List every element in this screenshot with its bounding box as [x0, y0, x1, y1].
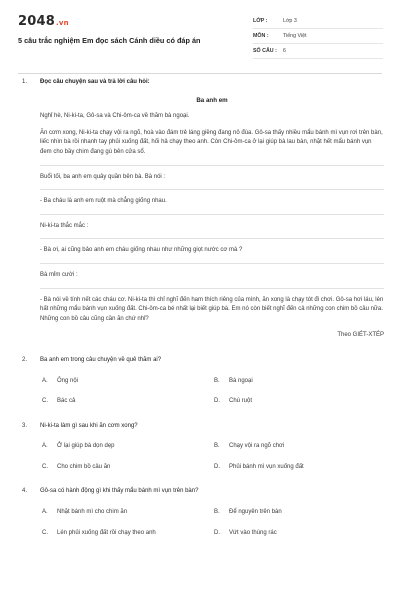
story-paragraph: - Bà ơi, ai cũng bảo anh em cháu giống nhau như những giọt nước cơ mà ? — [40, 247, 243, 254]
option-text: Vứt vào thùng rác — [229, 529, 277, 536]
story-paragraph: Bà mỉm cười : — [40, 271, 78, 278]
option-letter: B. — [214, 509, 220, 516]
story-paragraph: - Bà nói về tính nết các cháu cơ. Ni-ki-ta thì chỉ nghĩ đến ham thích riêng của mình, ăn xong là chạy tót đi chơi. Gô-sa hơi láu, lén hất những mẩu bánh vụn xuống đất. Chi-ôm-ca bé nhất lại biết giúp bà. Em nó còn biết nghĩ đến cả những con chim bồ câu nữa. Những con bồ câu cũng cần ăn chứ nhỉ? — [40, 296, 384, 322]
option-letter: C. — [42, 398, 48, 405]
option-text: Lén phủi xuống đất rồi chạy theo anh — [57, 529, 156, 536]
meta-key: SỐ CÂU : — [253, 48, 277, 54]
question-1 — [18, 78, 384, 341]
meta-table — [253, 14, 383, 59]
document-header — [0, 0, 400, 72]
answer-option-a[interactable] — [42, 508, 214, 518]
paragraph-divider — [40, 214, 384, 215]
question-number: 3. — [22, 422, 28, 429]
paragraph-divider — [40, 238, 384, 239]
meta-row-subject — [253, 29, 383, 44]
answer-options — [40, 377, 384, 407]
document-title: 5 câu trắc nghiệm Em đọc sách Cánh diều có đáp án — [18, 36, 201, 45]
option-letter: A. — [42, 377, 48, 384]
question-text: Ni-ki-ta làm gì sau khi ăn cơm xong? — [40, 422, 138, 429]
question-2 — [18, 356, 384, 407]
story-paragraph: Buổi tối, ba anh em quây quần bên bà. Bà nói : — [40, 173, 166, 180]
option-letter: D. — [214, 529, 220, 536]
option-text: Bà ngoại — [229, 377, 253, 384]
answer-option-c[interactable] — [42, 397, 214, 407]
question-number: 2. — [22, 356, 28, 363]
option-text: Để nguyên trên bàn — [229, 509, 282, 516]
question-text: Gô-sa có hành động gì khi thấy mẩu bánh mì vụn trên bàn? — [40, 488, 199, 495]
answer-options — [40, 508, 384, 538]
option-text: Cho chim bồ câu ăn — [57, 463, 111, 470]
header-divider — [18, 73, 382, 74]
story-paragraph: Ăn cơm xong, Ni-ki-ta chạy vội ra ngõ, hoà vào đám trẻ láng giềng đang nô đùa. Gô-sa thấy nhiều mẩu bánh mì vụn rơi trên bàn, liếc nhìn bà rồi nhanh tay phủi xuống đất, hối hả chạy theo anh. Còn Chi-ôm-ca ở lại giúp bà lau bàn, nhặt hết mẩu bánh vụn đem cho bầy chim đang gù bên cửa sổ. — [40, 129, 383, 155]
answer-option-c[interactable] — [42, 463, 214, 473]
option-letter: C. — [42, 529, 48, 536]
story-paragraph: - Ba cháu là anh em ruột mà chẳng giống nhau. — [40, 198, 167, 205]
option-letter: A. — [42, 509, 48, 516]
option-text: Phủi bánh mì vụn xuống đất — [229, 463, 304, 470]
paragraph-divider — [40, 288, 384, 289]
paragraph-divider — [40, 165, 384, 166]
answer-options — [40, 442, 384, 472]
question-3 — [18, 422, 384, 473]
paragraph-divider — [40, 263, 384, 264]
answer-option-d[interactable] — [214, 529, 386, 539]
option-letter: D. — [214, 463, 220, 470]
option-text: Ông nội — [57, 377, 79, 384]
question-heading: Đọc câu chuyện sau và trả lời câu hỏi: — [40, 79, 150, 85]
story-title: Ba anh em — [196, 96, 228, 104]
answer-option-d[interactable] — [214, 463, 386, 473]
answer-option-a[interactable] — [42, 442, 214, 452]
answer-option-d[interactable] — [214, 397, 386, 407]
answer-option-a[interactable] — [42, 377, 214, 387]
story-author: Theo GIÉT-XTÉP — [337, 332, 384, 339]
meta-key: LỚP : — [253, 18, 268, 24]
option-letter: D. — [214, 398, 220, 405]
option-text: Nhặt bánh mì cho chim ăn — [57, 509, 128, 516]
meta-value: Lớp 3 — [283, 18, 297, 24]
story-paragraph: Ni-ki-ta thắc mắc : — [40, 222, 89, 229]
option-letter: B. — [214, 443, 220, 450]
meta-value: Tiếng Việt — [283, 33, 307, 39]
option-letter: C. — [42, 463, 48, 470]
option-text: Bác cả — [57, 398, 76, 405]
answer-option-b[interactable] — [214, 377, 386, 387]
answer-option-c[interactable] — [42, 529, 214, 539]
quiz-content — [18, 78, 384, 538]
option-text: Chú ruột — [229, 398, 253, 405]
option-letter: A. — [42, 443, 48, 450]
question-number: 1. — [22, 79, 28, 85]
meta-row-grade — [253, 14, 383, 29]
option-text: Ở lại giúp bà dọn dẹp — [57, 443, 115, 450]
question-4 — [18, 487, 384, 538]
question-text: Ba anh em trong câu chuyện về quê thăm ai? — [40, 356, 162, 363]
meta-value: 6 — [283, 48, 286, 54]
option-letter: B. — [214, 377, 220, 384]
site-logo[interactable] — [18, 14, 69, 29]
meta-row-count — [253, 44, 383, 59]
answer-option-b[interactable] — [214, 508, 386, 518]
meta-key: MÔN : — [253, 33, 269, 39]
question-number: 4. — [22, 488, 28, 495]
story-paragraph: Nghỉ hè, Ni-ki-ta, Gô-sa và Chi-ôm-ca về thăm bà ngoại. — [40, 113, 190, 120]
answer-option-b[interactable] — [214, 442, 386, 452]
logo-suffix: .vn — [55, 19, 69, 27]
paragraph-divider — [40, 189, 384, 190]
logo-brand: 2048 — [18, 14, 55, 29]
option-text: Chạy vội ra ngõ chơi — [229, 443, 285, 450]
